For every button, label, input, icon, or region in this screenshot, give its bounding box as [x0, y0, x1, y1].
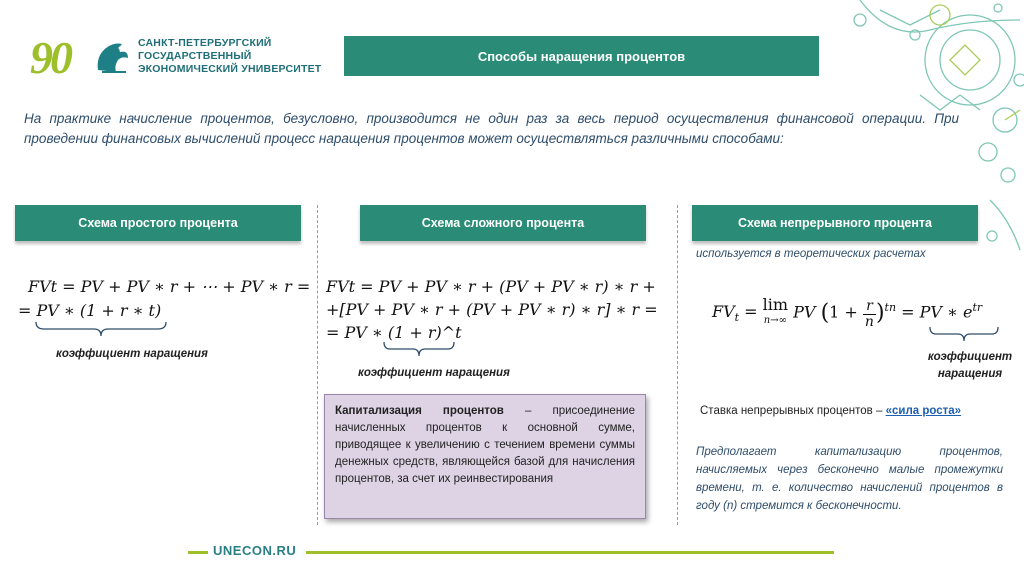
continuous-formula: $FV_t = \lim$ n→∞ PV (1 + r n)$^{tn}$ = PV ∗ $e^{tr}$ [712, 295, 983, 331]
compound-formula-line-1: FVt = PV + PV ∗ r + (PV + PV ∗ r) ∗ r + [326, 277, 656, 296]
compound-interest-header: Схема сложного процента [360, 205, 646, 241]
capitalization-term: Капитализация процентов [335, 405, 504, 417]
compound-coefficient-caption: коэффициент наращения [358, 367, 510, 379]
continuous-rate-line [700, 405, 961, 417]
footer-line-left [188, 551, 208, 554]
simple-coefficient-brace [34, 320, 168, 338]
continuous-rate-text: Ставка непрерывных процентов – [700, 405, 886, 417]
simple-coefficient-caption: коэффициент наращения [56, 348, 208, 360]
column-divider-left [317, 205, 318, 525]
university-name-line-2: ГОСУДАРСТВЕННЫЙ [138, 50, 252, 62]
footer-site-link[interactable]: UNECON.RU [213, 543, 297, 558]
capitalization-text: – присоединение начисленных процентов к основной сумме, приводящее к увеличению с течением времени суммы денежных средств, являющейся базой для начисления процентов, за счет их реинвестирования [335, 405, 635, 485]
simple-formula-line-1: FVt = PV + PV ∗ r + ⋯ + PV ∗ r = [28, 277, 311, 296]
page-title: Способы наращения процентов [344, 36, 819, 76]
force-of-growth-link[interactable]: «сила роста» [885, 405, 962, 417]
continuous-assumption-text: Предполагает капитализацию процентов, начисляемых через бесконечно малые промежутки времени, т. е. количество начислений процентов в году (n) стремится к бесконечности. [696, 446, 1003, 512]
anniversary-logo-number: 90 [30, 32, 70, 83]
compound-coefficient-brace [382, 340, 456, 358]
continuous-caption-line-1: коэффициент [927, 351, 1013, 363]
continuous-coefficient-caption [918, 349, 1022, 383]
simple-formula-line-2: = PV ∗ (1 + r ∗ t) [18, 301, 162, 320]
capitalization-definition-box [324, 394, 646, 519]
compound-formula-line-3: = PV ∗ (1 + r)^t [326, 323, 462, 342]
footer-line-right [306, 551, 834, 554]
continuous-coefficient-brace [928, 325, 1000, 343]
university-name-line-1: САНКТ-ПЕТЕРБУРГСКИЙ [138, 37, 272, 49]
continuous-interest-header: Схема непрерывного процента [692, 205, 978, 241]
column-divider-right [677, 205, 678, 525]
university-name [138, 37, 338, 76]
simple-interest-header: Схема простого процента [15, 205, 301, 241]
university-name-line-3: ЭКОНОМИЧЕСКИЙ УНИВЕРСИТЕТ [138, 63, 322, 75]
intro-paragraph: На практике начисление процентов, безусловно, производится не один раз за весь период осуществления финансовой операции. При проведении финансовых вычислений процесс наращения процентов может осуществляться различными способами: [24, 111, 959, 146]
compound-formula-line-2: +[PV + PV ∗ r + (PV + PV ∗ r) ∗ r] ∗ r = [326, 300, 658, 319]
continuous-caption-line-2: наращения [937, 368, 1003, 380]
university-emblem-icon [92, 36, 132, 76]
continuous-usage-note: используется в теоретических расчетах [696, 248, 926, 260]
